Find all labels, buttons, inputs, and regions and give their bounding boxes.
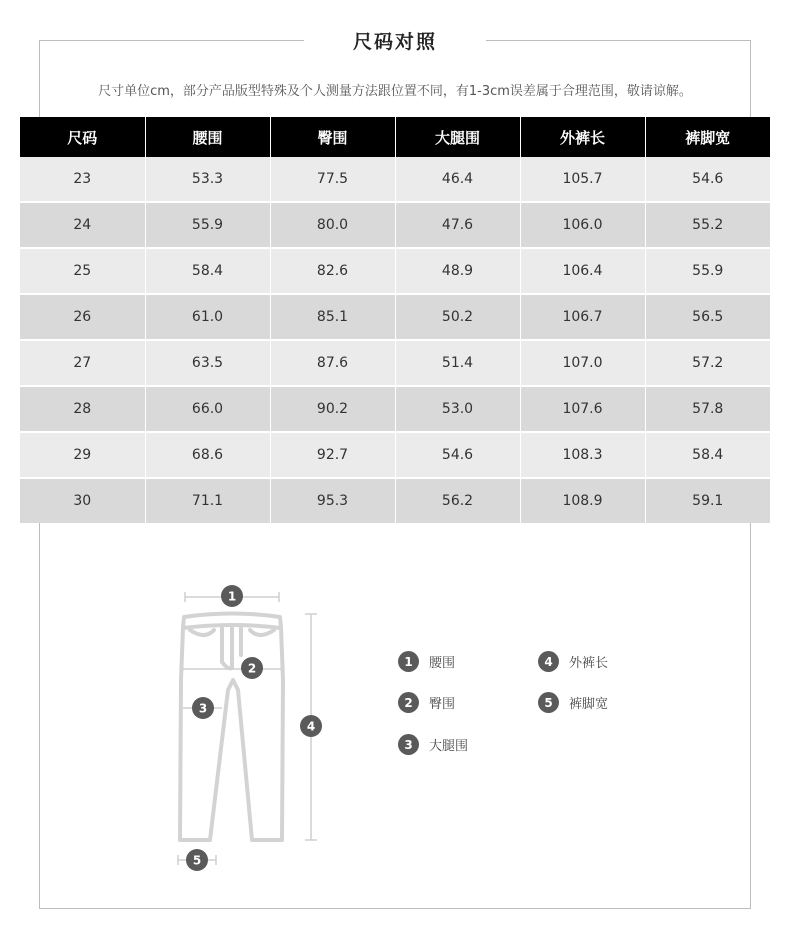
legend-item-hip: [398, 692, 455, 713]
number-2-icon: 2: [398, 692, 419, 713]
table-cell: 55.9: [645, 248, 770, 294]
table-cell: 30: [20, 478, 145, 523]
table-cell: 57.8: [645, 386, 770, 432]
legend-label: 腰围: [429, 656, 456, 671]
table-cell: 82.6: [270, 248, 395, 294]
size-note: 尺寸单位cm，部分产品版型特殊及个人测量方法跟位置不同，有1-3cm误差属于合理范围，敬请谅解。: [98, 84, 692, 99]
table-cell: 71.1: [145, 478, 270, 523]
table-cell: 28: [20, 386, 145, 432]
legend-label: 裤脚宽: [569, 697, 609, 712]
table-cell: 92.7: [270, 432, 395, 478]
table-cell: 106.7: [520, 294, 645, 340]
table-cell: 23: [20, 157, 145, 202]
table-cell: 24: [20, 202, 145, 248]
header-hip: 臀围: [270, 117, 395, 157]
table-row: [20, 432, 770, 478]
table-cell: 46.4: [395, 157, 520, 202]
table-cell: 68.6: [145, 432, 270, 478]
header-thigh: 大腿围: [395, 117, 520, 157]
svg-text:4: 4: [306, 719, 316, 734]
table-cell: 105.7: [520, 157, 645, 202]
number-2-icon: [241, 657, 263, 679]
table-row: [20, 478, 770, 523]
number-4-icon: [300, 715, 322, 737]
table-cell: 58.4: [145, 248, 270, 294]
svg-text:2: 2: [247, 661, 257, 676]
table-cell: 56.5: [645, 294, 770, 340]
table-cell: 107.6: [520, 386, 645, 432]
table-cell: 47.6: [395, 202, 520, 248]
frame-border-top-left: [39, 40, 304, 41]
size-chart-table: [20, 117, 770, 523]
legend-label: 大腿围: [429, 739, 469, 754]
header-waist: 腰围: [145, 117, 270, 157]
table-cell: 66.0: [145, 386, 270, 432]
table-cell: 63.5: [145, 340, 270, 386]
number-5-icon: [186, 849, 208, 871]
svg-text:1: 1: [227, 589, 237, 604]
number-3-icon: [192, 697, 214, 719]
table-cell: 54.6: [645, 157, 770, 202]
header-size: 尺码: [20, 117, 145, 157]
table-cell: 54.6: [395, 432, 520, 478]
legend-item-thigh: [398, 734, 468, 755]
table-cell: 85.1: [270, 294, 395, 340]
table-cell: 108.3: [520, 432, 645, 478]
svg-text:3: 3: [198, 701, 208, 716]
table-cell: 87.6: [270, 340, 395, 386]
legend-item-leg-opening: [538, 692, 608, 713]
table-cell: 29: [20, 432, 145, 478]
number-5-icon: 5: [538, 692, 559, 713]
table-cell: 53.0: [395, 386, 520, 432]
table-row: [20, 248, 770, 294]
header-outseam: 外裤长: [520, 117, 645, 157]
legend-item-outseam: [538, 651, 608, 672]
header-leg-opening: 裤脚宽: [645, 117, 770, 157]
table-cell: 51.4: [395, 340, 520, 386]
table-cell: 56.2: [395, 478, 520, 523]
table-cell: 77.5: [270, 157, 395, 202]
table-row: [20, 340, 770, 386]
table-cell: 25: [20, 248, 145, 294]
table-cell: 50.2: [395, 294, 520, 340]
table-row: [20, 294, 770, 340]
legend-label: 外裤长: [569, 656, 609, 671]
table-cell: 108.9: [520, 478, 645, 523]
table-row: [20, 202, 770, 248]
svg-text:5: 5: [192, 853, 202, 868]
table-row: [20, 157, 770, 202]
legend-item-waist: [398, 651, 455, 672]
page-title: 尺码对照: [352, 31, 437, 53]
frame-border-bottom: [39, 908, 751, 909]
table-cell: 26: [20, 294, 145, 340]
table-cell: 58.4: [645, 432, 770, 478]
table-cell: 27: [20, 340, 145, 386]
pants-measurement-diagram: [170, 580, 330, 880]
table-cell: 106.4: [520, 248, 645, 294]
number-4-icon: 4: [538, 651, 559, 672]
table-cell: 107.0: [520, 340, 645, 386]
legend-label: 臀围: [429, 697, 456, 712]
number-1-icon: [221, 585, 243, 607]
table-row: [20, 386, 770, 432]
table-cell: 106.0: [520, 202, 645, 248]
table-cell: 80.0: [270, 202, 395, 248]
number-1-icon: 1: [398, 651, 419, 672]
table-cell: 61.0: [145, 294, 270, 340]
table-cell: 59.1: [645, 478, 770, 523]
table-cell: 95.3: [270, 478, 395, 523]
table-cell: 57.2: [645, 340, 770, 386]
table-cell: 55.2: [645, 202, 770, 248]
frame-border-top-right: [486, 40, 751, 41]
number-3-icon: 3: [398, 734, 419, 755]
table-cell: 48.9: [395, 248, 520, 294]
table-cell: 90.2: [270, 386, 395, 432]
table-header-row: [20, 117, 770, 157]
table-cell: 53.3: [145, 157, 270, 202]
table-cell: 55.9: [145, 202, 270, 248]
